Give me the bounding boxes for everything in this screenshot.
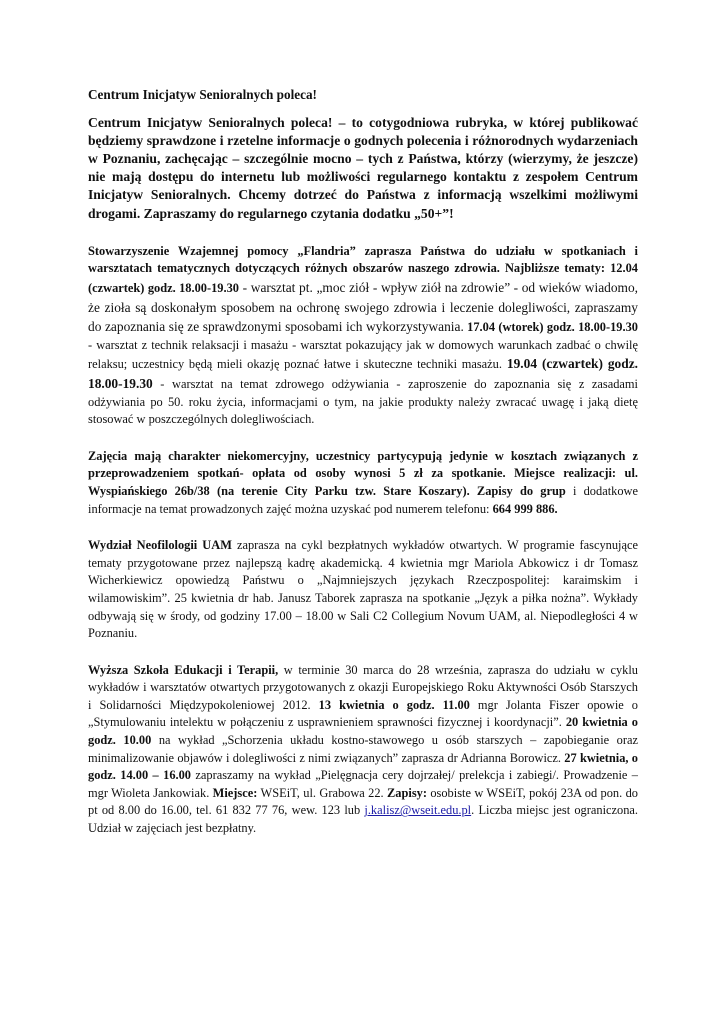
flandria-topic2: - warsztat z technik relaksacji i masażu - warsztat pokazujący jak w domowych warunkach zadbać o chwilę relaksu; uczestnicy będą mieli okazję poznać łatwe i skuteczne techniki masażu. <box>88 337 638 372</box>
wseit-text6: osobiste w WSEiT, pokój 23A od pon. do pt od 8.00 do 16.00, tel. 61 832 77 76, wew. 123 lub <box>88 785 638 818</box>
flandria-date2: 17.04 (wtorek) godz. 18.00-19.30 <box>463 320 638 335</box>
uam-text: zaprasza na cykl bezpłatnych wykładów otwartych. W programie fascynujące tematy przygotowane przez najlepszą kadrę akademicką. 4 kwietnia mgr Mariola Abkowicz i dr Tomasz Wicherkiewicz opowiedzą Państwu o „Najmniejszych językach Rzeczpospolitej: karaimskim i wilamowiskim”. 25 kwietnia dr hab. Janusz Taborek zaprasza na spotkanie „Język a piłka nożna”. Wykłady odbywają się w środy, od godziny 17.00 – 18.00 w Sali C2 Collegium Novum UAM, al. Niepodległości 4 w Poznaniu. <box>88 538 638 641</box>
flandria-phone: 664 999 886. <box>492 501 558 516</box>
flandria-topic1-desc: - od wieków wiadomo, że zioła są doskonałym sposobem na ochronę swojego zdrowia i leczenie dolegliwości, zapraszamy do zapoznania się ze sprawdzonymi sposobami ich wykorzystywania. <box>88 280 638 335</box>
flandria-topic1: - warsztat pt. „moc ziół - wpływ ziół na zdrowie” <box>239 280 511 295</box>
intro-paragraph: Centrum Inicjatyw Senioralnych poleca! – to cotygodniowa rubryka, w której publikować będziemy sprawdzone i rzetelne informacje o godnych polecenia i różnorodnych wydarzeniach w Poznaniu, zachęcając – szczególnie mocno – tych z Państwa, którzy (wierzymy, że jeszcze) nie mają dostępu do internetu lub możliwości regularnego kontaktu z zespołem Centrum Inicjatyw Senioralnych. Chcemy dotrzeć do Państwa z informacją wszelkimi możliwymi drogami. Zapraszamy do regularnego czytania dodatku „50+”! <box>88 114 638 221</box>
wseit-name: Wyższa Szkoła Edukacji i Terapii, <box>88 662 279 677</box>
wseit-text5: WSEiT, ul. Grabowa 22. <box>257 785 384 800</box>
wseit-text2: mgr Jolanta Fiszer opowie o „Stymulowaniu intelektu w połączeniu z usprawnieniem sprawności fizycznej i koordynacji”. <box>88 697 638 730</box>
wseit-email-link[interactable]: j.kalisz@wseit.edu.pl <box>364 803 472 818</box>
flandria-info-bold: Zajęcia mają charakter niekomercyjny, uczestnicy partycypują jedynie w kosztach związanych z przeprowadzeniem spotkań- opłata od osoby wynosi 5 zł za spotkanie. Miejsce realizacji: ul. Wyspiańskiego 26b/38 (na terenie City Parku tzw. Stare Koszary). Zapisy do grup <box>88 448 638 498</box>
wseit-date3: 27 kwietnia, o godz. 14.00 – 16.00 <box>88 750 638 783</box>
document-page <box>88 86 638 857</box>
flandria-info-paragraph <box>88 448 638 518</box>
flandria-info-text: i dodatkowe informacje na temat prowadzonych zajęć można uzyskać pod numerem telefonu: <box>88 483 638 516</box>
document-heading: Centrum Inicjatyw Senioralnych poleca! <box>88 87 317 102</box>
flandria-intro-bold: Stowarzyszenie Wzajemnej pomocy „Flandria” zaprasza Państwa do udziału w spotkaniach i warsztatach tematycznych dotyczących różnych obszarów naszego zdrowia. Najbliższe tematy: 12.04 (czwartek) godz. 18.00-19.30 <box>88 243 638 295</box>
wseit-paragraph <box>88 662 638 838</box>
wseit-signup-label: Zapisy: <box>383 785 427 800</box>
flandria-paragraph <box>88 243 638 429</box>
uam-paragraph <box>88 537 638 643</box>
flandria-topic3: - warsztat na temat zdrowego odżywiania - zaproszenie do zapoznania się z zasadami odżywiania po 50. roku życia, informacjami o tym, na jakie produkty należy zwracać uwagę i jaką dietę stosować w poszczególnych dolegliwościach. <box>88 376 638 427</box>
wseit-text4: zapraszamy na wykład „Pielęgnacja cery dojrzałej/ prelekcja i zabiegi/. Prowadzenie – mgr Wioleta Jankowiak. <box>88 768 638 800</box>
uam-name: Wydział Neofilologii UAM <box>88 538 232 553</box>
flandria-date3: 19.04 (czwartek) godz. 18.00-19.30 <box>88 356 638 391</box>
wseit-text1: w terminie 30 marca do 28 września, zaprasza do udziału w cyklu wykładów i warsztatów otwartych przygotowanych z okazji Europejskiego Roku Aktywności Osób Starszych i Solidarności Międzypokoleniowej 2012. <box>88 662 639 712</box>
wseit-text3: na wykład „Schorzenia układu kostno-stawowego u osób starszych – zapobieganie oraz minimalizowanie objawów i dolegliwości z nimi związanych” zaprasza dr Adrianna Borowicz. <box>88 733 639 765</box>
wseit-date2: 20 kwietnia o godz. 10.00 <box>88 715 638 748</box>
wseit-date1: 13 kwietnia o godz. 11.00 <box>310 697 470 712</box>
wseit-text7: . Liczba miejsc jest ograniczona. Udział w zajęciach jest bezpłatny. <box>88 803 638 836</box>
wseit-place-label: Miejsce: <box>209 785 258 800</box>
